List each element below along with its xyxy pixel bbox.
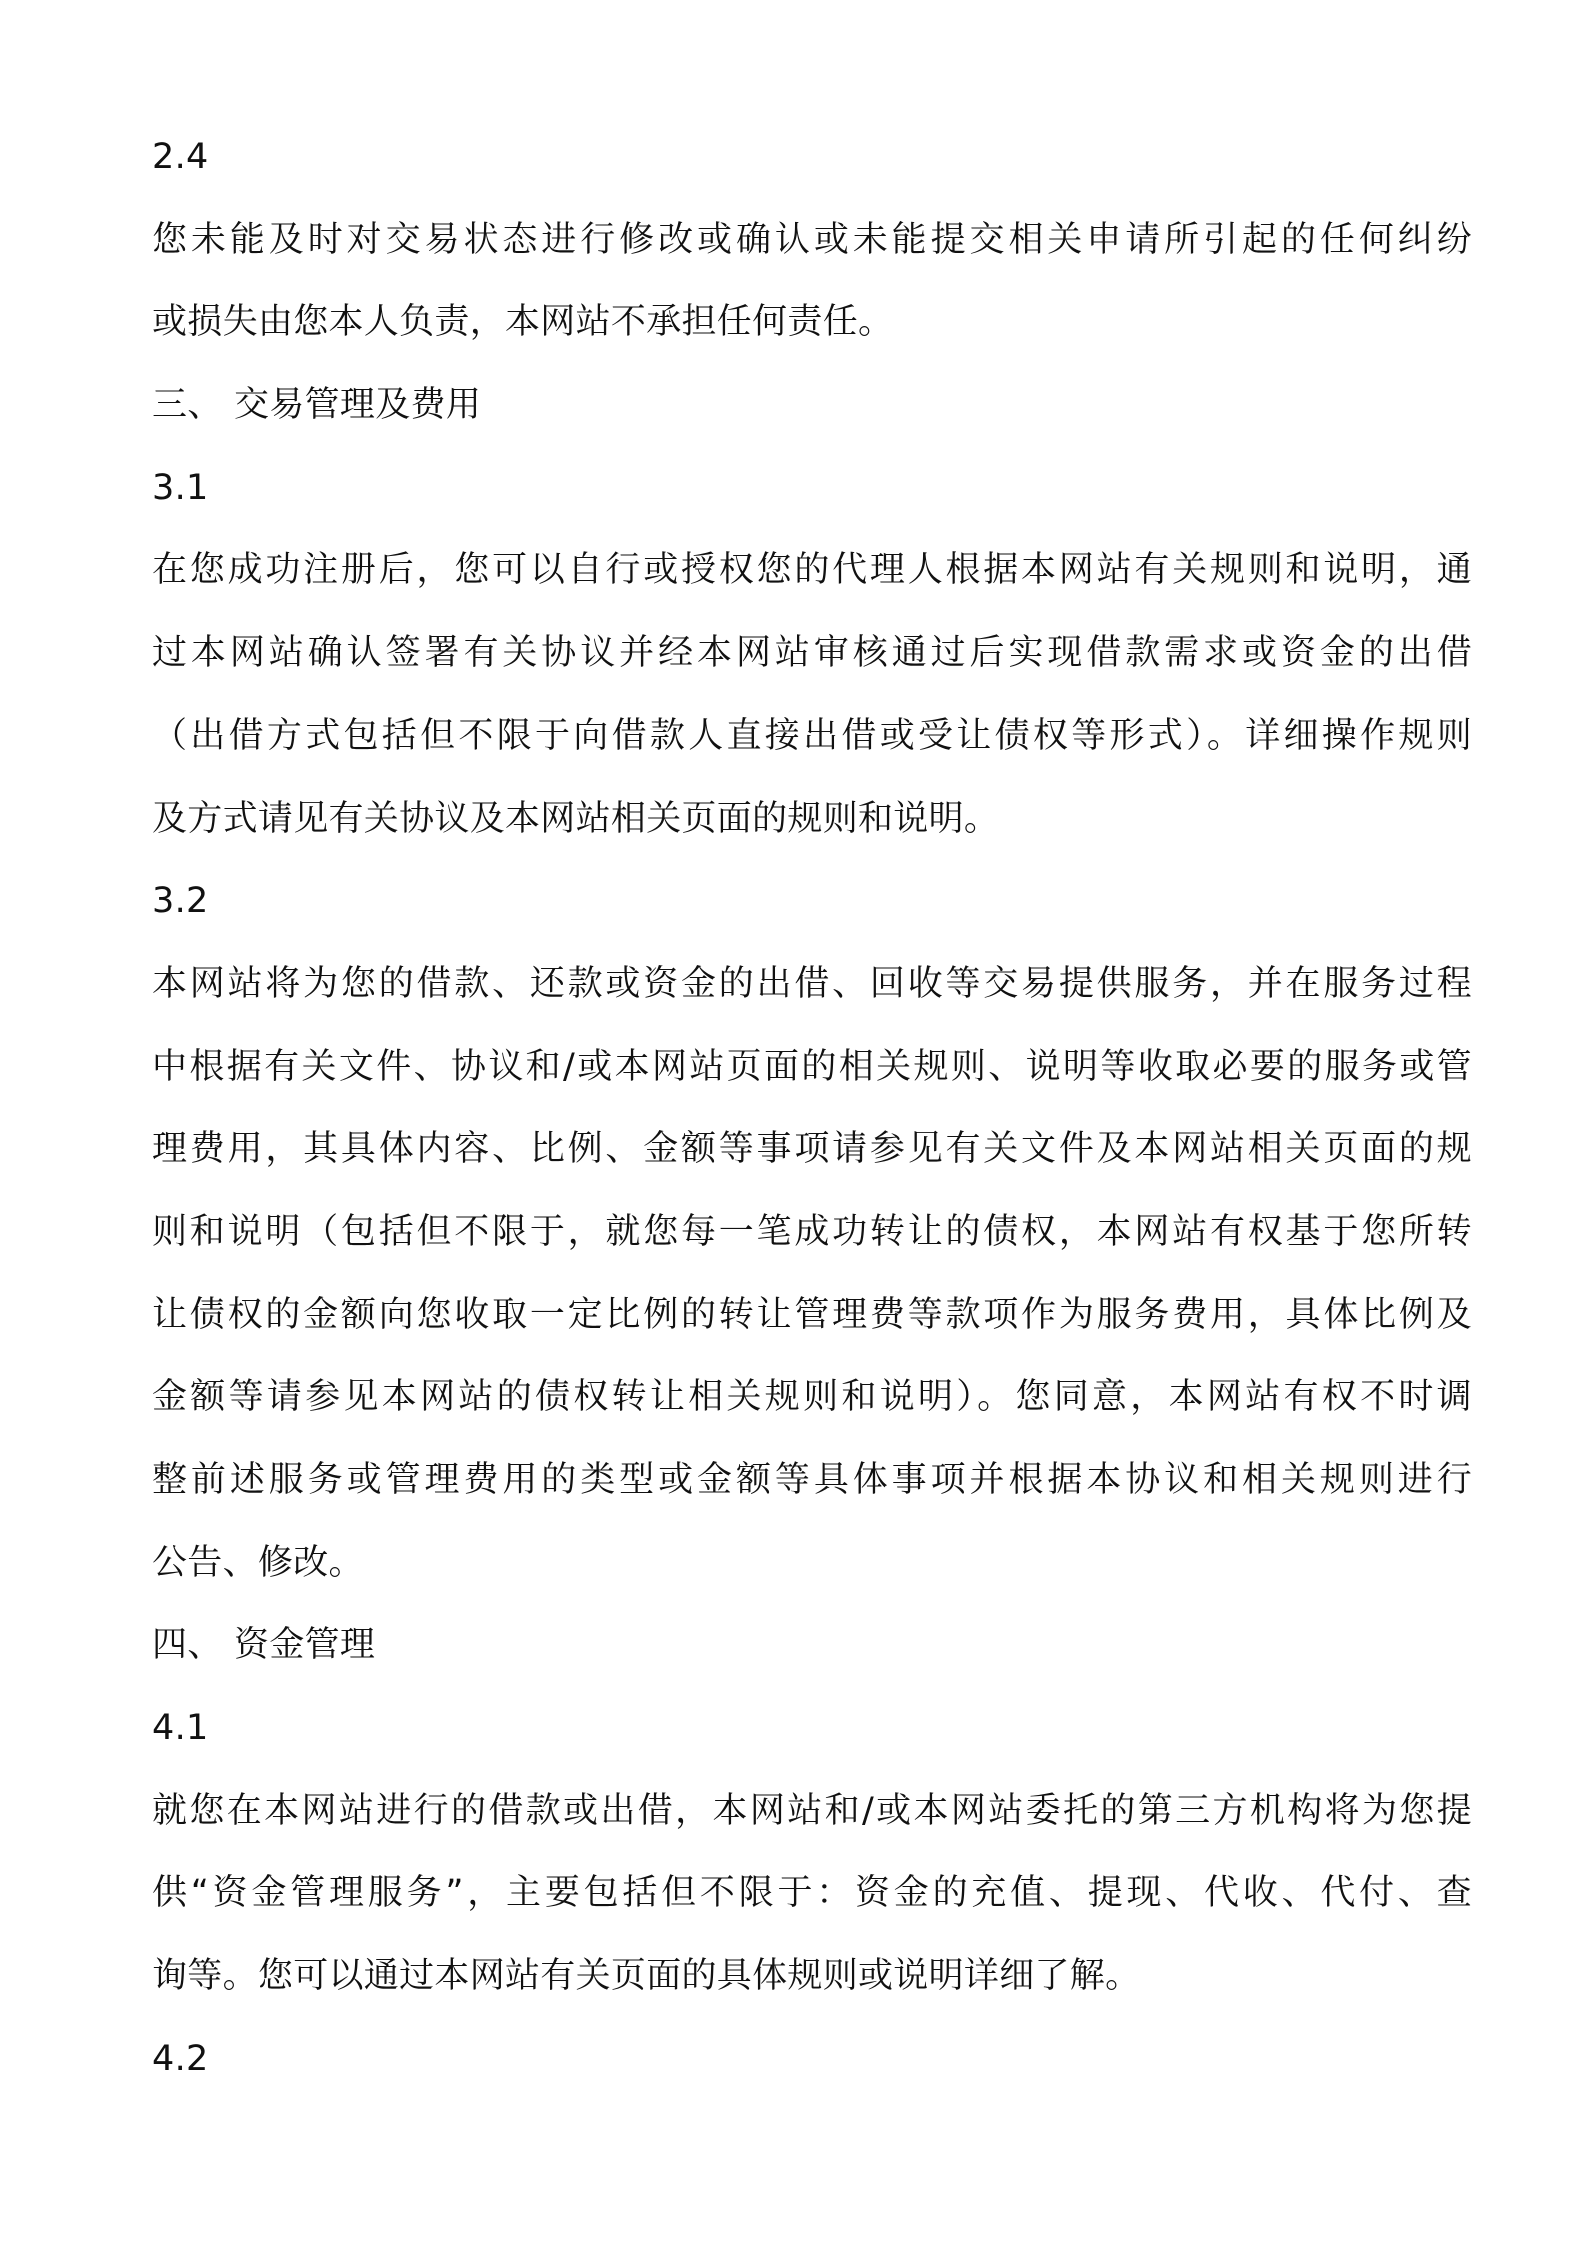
section-heading-3: 三、 交易管理及费用 — [152, 385, 482, 425]
section-number-3-2: 3.2 — [152, 881, 209, 921]
paragraph-line: 在您成功注册后，您可以自行或授权您的代理人根据本网站有关规则和说明，通 — [152, 550, 1472, 590]
paragraph-line: （出借方式包括但不限于向借款人直接出借或受让债权等形式）。详细操作规则 — [152, 716, 1472, 756]
section-heading-4: 四、 资金管理 — [152, 1625, 376, 1665]
section-number-4-2: 4.2 — [152, 2039, 209, 2079]
section-number-2-4: 2.4 — [152, 137, 209, 177]
paragraph-line: 询等。您可以通过本网站有关页面的具体规则或说明详细了解。 — [152, 1956, 1141, 1996]
section-number-3-1: 3.1 — [152, 468, 209, 508]
paragraph-line: 公告、修改。 — [152, 1543, 364, 1583]
paragraph-line: 或损失由您本人负责，本网站不承担任何责任。 — [152, 302, 894, 342]
paragraph-line: 金额等请参见本网站的债权转让相关规则和说明）。您同意，本网站有权不时调 — [152, 1377, 1472, 1417]
section-number-4-1: 4.1 — [152, 1708, 209, 1748]
paragraph-line: 则和说明（包括但不限于，就您每一笔成功转让的债权，本网站有权基于您所转 — [152, 1212, 1472, 1252]
paragraph-line: 您未能及时对交易状态进行修改或确认或未能提交相关申请所引起的任何纠纷 — [152, 220, 1472, 260]
paragraph-line: 本网站将为您的借款、还款或资金的出借、回收等交易提供服务，并在服务过程 — [152, 964, 1472, 1004]
paragraph-line: 就您在本网站进行的借款或出借，本网站和/或本网站委托的第三方机构将为您提 — [152, 1791, 1472, 1831]
paragraph-line: 过本网站确认签署有关协议并经本网站审核通过后实现借款需求或资金的出借 — [152, 633, 1472, 673]
paragraph-line: 中根据有关文件、协议和/或本网站页面的相关规则、说明等收取必要的服务或管 — [152, 1047, 1472, 1087]
paragraph-line: 让债权的金额向您收取一定比例的转让管理费等款项作为服务费用，具体比例及 — [152, 1295, 1472, 1335]
paragraph-line: 理费用，其具体内容、比例、金额等事项请参见有关文件及本网站相关页面的规 — [152, 1129, 1472, 1169]
paragraph-line: 供“资金管理服务”，主要包括但不限于：资金的充值、提现、代收、代付、查 — [152, 1873, 1472, 1913]
paragraph-line: 及方式请见有关协议及本网站相关页面的规则和说明。 — [152, 799, 1000, 839]
paragraph-line: 整前述服务或管理费用的类型或金额等具体事项并根据本协议和相关规则进行 — [152, 1460, 1472, 1500]
